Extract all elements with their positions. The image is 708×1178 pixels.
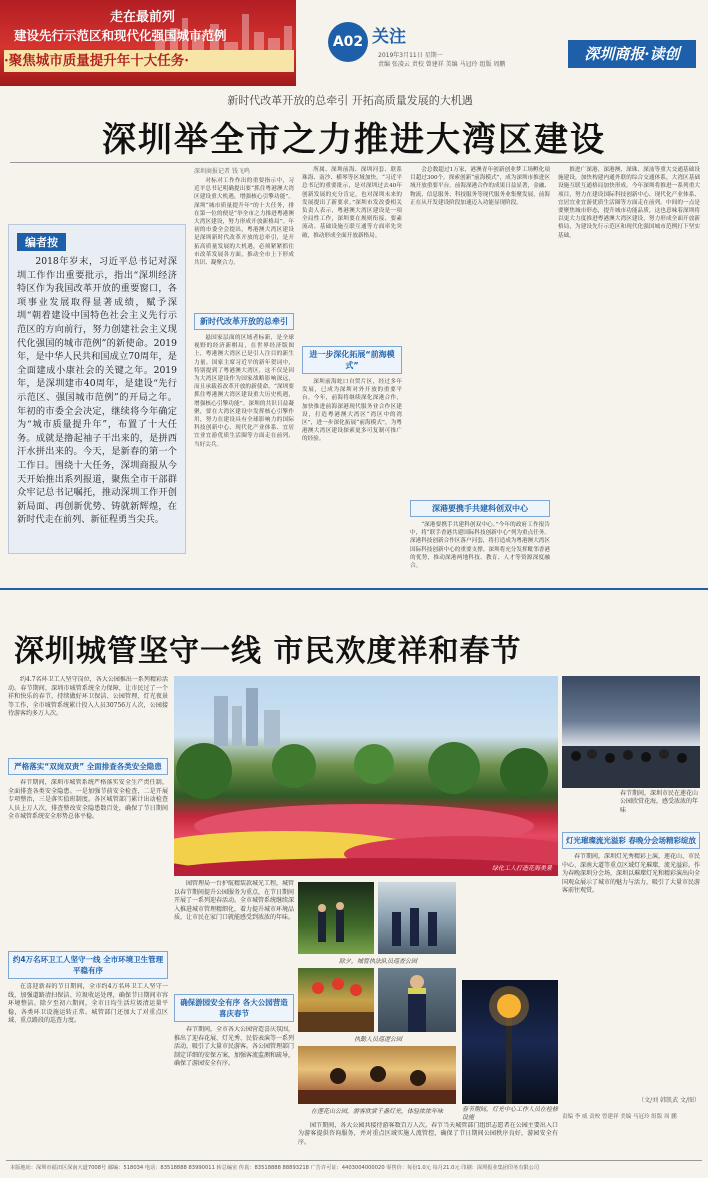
story1-col5 [558, 166, 700, 576]
col3-text: 所属、深圳前海、深圳河套、联系珠海、南沙、横琴等区域加快。“习近平总书记的重要批示，是对深圳过去40年创新发展的充分肯定，也对深圳未来的发展提出了新要求。”深圳市发改委相关负责人表示，粤港澳大湾区建设是一项全局性工作，深圳要在规则衔接、要素流动、基础设施互联互通等方面率先突破，推动形成全面开放新格局。 [302, 167, 402, 239]
col4-subhead: 深港要携手共建科创双中心 [410, 500, 550, 517]
footer-divider [6, 1160, 702, 1161]
story2-body3: 春节期间，全市各大公园营造喜庆氛围，推出了迎春花展、灯光秀、民俗表演等一系列活动，吸引了大量市民游客。各公园管理部门制定详细的安保方案，加强客流监测和疏导，确保了游园安全有序。 [174, 1026, 294, 1068]
photo-crowd [562, 676, 700, 788]
photo-lanterns [298, 968, 374, 1032]
footer-text: 本版地址：深圳市福田区深南大道7008号 邮编：518034 电话：83518888 83990011 转总编室 传真：83518888 88893218 广告许可证：4403004000020 零售价：每份1.0元 每月21.0元 印刷：深圳报业集团印务有限公司 [10, 1165, 540, 1171]
story2-lead: 约4.7名环卫工人坚守岗位，各大公园推出一系列精彩活动。春节期间，深圳市城管系统全力保障，让市民过了一个祥和快乐的春节，持续做好环卫保洁、公园管理、灯光夜景等工作，全市城管系统累计投入人员30756万人次，公园接待游客约多万人次。 [8, 676, 168, 718]
col2-subhead: 新时代改革开放的总牵引 [194, 313, 294, 330]
story2-mid-text: 园管理局一台护航精装款城光工程，城管以春节期间提升公园服务为重点，在节日期间开展了一系列迎春活动。全市城管系统继续深入推进城市管理精细化，着力提升城市环境品质，让市民在家门口就能感受到浓浓的年味。 [174, 880, 294, 922]
story1-headline: 深圳举全市之力推进大湾区建设 [102, 120, 606, 160]
story2-body2: 在喜迎新春的节日期间，全市约4万名环卫工人坚守一线，加强道路清扫保洁、垃圾收运处理，确保节日期间市容环境整洁。除夕至初六期间，全市日均生活垃圾清运量平稳，各类环卫设施运转正常。城管部门还加大了对重点区域、重点路段的巡查力度。 [8, 983, 168, 1025]
story1-kicker: 新时代改革开放的总牵引 开拓高质量发展的大机遇 [227, 94, 473, 107]
photo-flower-garden [174, 676, 558, 876]
story2-staff: 责编 李 威 责校 曾建祥 美编 马冠玲 组版 周 鹏 [562, 1114, 677, 1120]
story2-body4: 春节期间，深圳灯光秀精彩上演，莲花山、市民中心、深南大道等重点区域灯光璀璨，流光溢彩。作为春晚深圳分会场，深圳以璀璨灯光和精彩演出向全国观众展示了城市的魅力与活力，吸引了大量市民游客前往观赏。 [562, 853, 700, 895]
photo-visitors [298, 1046, 456, 1104]
section-divider [0, 588, 708, 590]
crowd-scene [562, 676, 700, 788]
small-photo1-caption: 除夕，城管执法队员巡查公园 [338, 958, 417, 965]
story1-col2 [194, 166, 294, 576]
story2-subhead2: 约4万名环卫工人坚守一线 全市环境卫生管理平稳有序 [8, 951, 168, 979]
top-banner [0, 0, 296, 86]
section-label: 关注 [372, 27, 406, 47]
issue-date: 2019年3月11日 星期一 [378, 52, 443, 59]
photo-lamp-night [462, 980, 558, 1104]
small-photo3-caption: 在莲花山公园，游客欣赏千盏灯光，体验浓浓年味 [310, 1108, 443, 1115]
col2b-text: 悬国家层面的区域者标新，是全球视野的经济新棋局，在世界经济版图上，粤港澳大湾区已是引人注目的新生力量。国家主席习近平的新年贺词中，特别提到了粤港澳大湾区，这不仅是因为大湾区建设作为国家战略影响深远，而且承载着改革开放的新使命。“深圳要抓住粤港澳大湾区建设重大历史机遇，增强核心引擎功能”。深圳的共识日益凝聚，要在大湾区建设中发挥核心引擎作用，努力在建设具有全球影响力的国际科技创新中心、现代化产业体系、宜居宜业宜游优质生活圈等方面走在前列、当好尖兵。 [194, 335, 294, 448]
editor-note-tag: 编者按 [17, 233, 66, 251]
story2-headline: 深圳城管坚守一线 市民欢度祥和春节 [14, 634, 522, 669]
col4-text: 会总数超过1万家，港澳青年创新创业梦工场孵化项目超过300个。探索创新“前海模式”，成为深圳市推进区域开放重要平台。前海深港合作的成果日益显著，金融、物流、信息服务、科技服务等现代服务业集聚发展，前海正在从开发建设阶段加速迈入功能显现阶段。 [410, 167, 550, 206]
story1-col4 [410, 166, 550, 576]
col4b-text: “深港要携手共建科创双中心。”今年的政府工作报告中，将“联手香港共建国际科技创新中心”列为重点任务。深港科技创新合作区落户河套，将打造成为粤港澳大湾区国际科技创新中心的重要支撑。深圳将充分发挥毗邻香港的优势，推动深港两地科技、教育、人才等资源深度融合。 [410, 522, 550, 570]
col3b-text: 深圳前海蛇口自贸片区，经过多年发展，已成为深圳对外开放的重要平台。今年，前海将继续深化深港合作，加快推进前海深港现代服务业合作区建设，打造粤港澳大湾区“湾区中的湾区”，进一步深化拓展“前海模式”，为粤港澳大湾区建设探索更多可复制可推广的经验。 [302, 379, 402, 443]
story2-left-col [8, 676, 168, 1156]
col5-text: 推进广深港、深港澳、深珠、深汕等重大交通基础设施建设，加快构建内通外联的综合交通体系，大湾区基础设施互联互通格局加快形成。今年深圳将推进一系列重大项目，努力在建设国际科技创新中心、现代化产业体系、宜居宜业宜游优质生活圈等方面走在前列。中间的一点是要聚焦城市形态，提升城市功能品质。这也意味着深圳将以更大力度推进粤港澳大湾区建设，努力形成全面开放新格局，为建设先行示范区和现代化强国城市范例打下坚实基础。 [558, 167, 700, 239]
banner-line3: ·聚焦城市质量提升年十大任务· [4, 50, 294, 72]
story2-mid-col [174, 880, 294, 1156]
photo-patrol-night [298, 882, 374, 954]
divider [10, 162, 698, 163]
page-number-badge: A02 [328, 22, 368, 62]
small-photo2-caption: 执勤人员巡逻公园 [353, 1036, 402, 1043]
story2-bottom-mid: 园节期间，各大公园共接待游客数百万人次。春节当天城管部门组织志愿者在公园主要出入口为游客提供咨询服务，并对重点区域实施人流管控，确保了节日期间公园秩序良好，游园安全有序。 [298, 1122, 558, 1146]
byline: 深圳商报记者 钱飞鸣 [194, 168, 250, 175]
story2-body1: 春节期间，深圳市城管系统严格落实安全生产责任制，全面排查各类安全隐患。一是加强节前安全检查，二是开展专项整治，三是落实值班制度。各区城管部门累计出动检查人员上万人次，排查整改安全隐患数百处，确保了节日期间全市城管系统安全形势总体平稳。 [8, 779, 168, 821]
banner-line1: 走在最前列 [110, 10, 176, 25]
photo-main-caption: 绿化工人打造花海美景 [491, 865, 552, 872]
banner-line2: 建设先行示范区和现代化强国城市范例 [14, 28, 227, 43]
photo-right-caption: 春节期间，深圳市民在莲花山公园欣赏花海，感受浓浓的年味 [620, 790, 699, 814]
story2-right-col [562, 828, 700, 1158]
editor-note-text: 2018年岁末，习近平总书记对深圳工作作出重要批示，指出“深圳经济特区作为我国改革开放的重要窗口，各项事业发展取得显著成绩，赋予深圳“朝着建设中国特色社会主义先行示范区的方向前行，努力创建社会主义现代化强国的城市范例”的新使命。2019年，是中华人民共和国成立70周年，是全面建成小康社会的关键之年。2019年，是深圳建市40周年，是建设“先行示范区、强国城市范例”的开局之年。年初的市委全会决定，继续将今年确定为“城市质量提升年”，布置了十大任务。成就是撸起袖子干出来的，是拼西汗水拼出来的。今天，是新春的第一个工作日。围绕十大任务，深圳商报从今天开始推出系列报道，聚焦全市干部群众牢记总书记嘱托，推动深圳工作开创新局面、再创新优势、铸就新辉煌，在新时代走在前列、新征程勇当尖兵。 [17, 256, 177, 526]
col3-subhead: 进一步深化拓展“前海模式” [302, 346, 402, 374]
story2-subhead3: 确保游园安全有序 各大公园营造喜庆春节 [174, 994, 294, 1022]
staff-line: 责编 张凌云 责校 曾建祥 美编 马冠玲 组版 周鹏 [378, 61, 506, 68]
small-photo4-caption: 春节期间，灯光中心工作人员在检修设施 [462, 1106, 559, 1121]
garden-scene [174, 676, 558, 876]
signoff: （文/刘 韩凯武 文/图） [638, 1097, 700, 1104]
story2-subhead4: 灯光璀璨流光溢彩 春晚分会场精彩绽放 [562, 832, 700, 849]
editor-note-box [8, 224, 186, 554]
photo-patrol-day [378, 882, 456, 954]
photo-officer [378, 968, 456, 1032]
col2-text: 对标对工作作出的重要指示中，习近平总书记明确提出要“抓住粤港澳大湾区建设重大机遇，增强核心引擎功能”。深圳“城市质量提升年”的十大任务，排在第一位的便是“举全市之力推进粤港澳大湾区建设，努力形成开放新格局”。年初的市委全会提出，粤港澳大湾区建设是深圳新时代改革开放的总牵引，是开拓高质量发展的大机遇，必须紧紧抓住市改革发展各方面，推动全市上下形成共识、凝聚合力。 [194, 178, 294, 267]
story1-col3 [302, 166, 402, 576]
story2-subhead1: 严格落实“双岗双责” 全面排查各类安全隐患 [8, 758, 168, 775]
brand-logo: 深圳商报·读创 [568, 40, 696, 68]
